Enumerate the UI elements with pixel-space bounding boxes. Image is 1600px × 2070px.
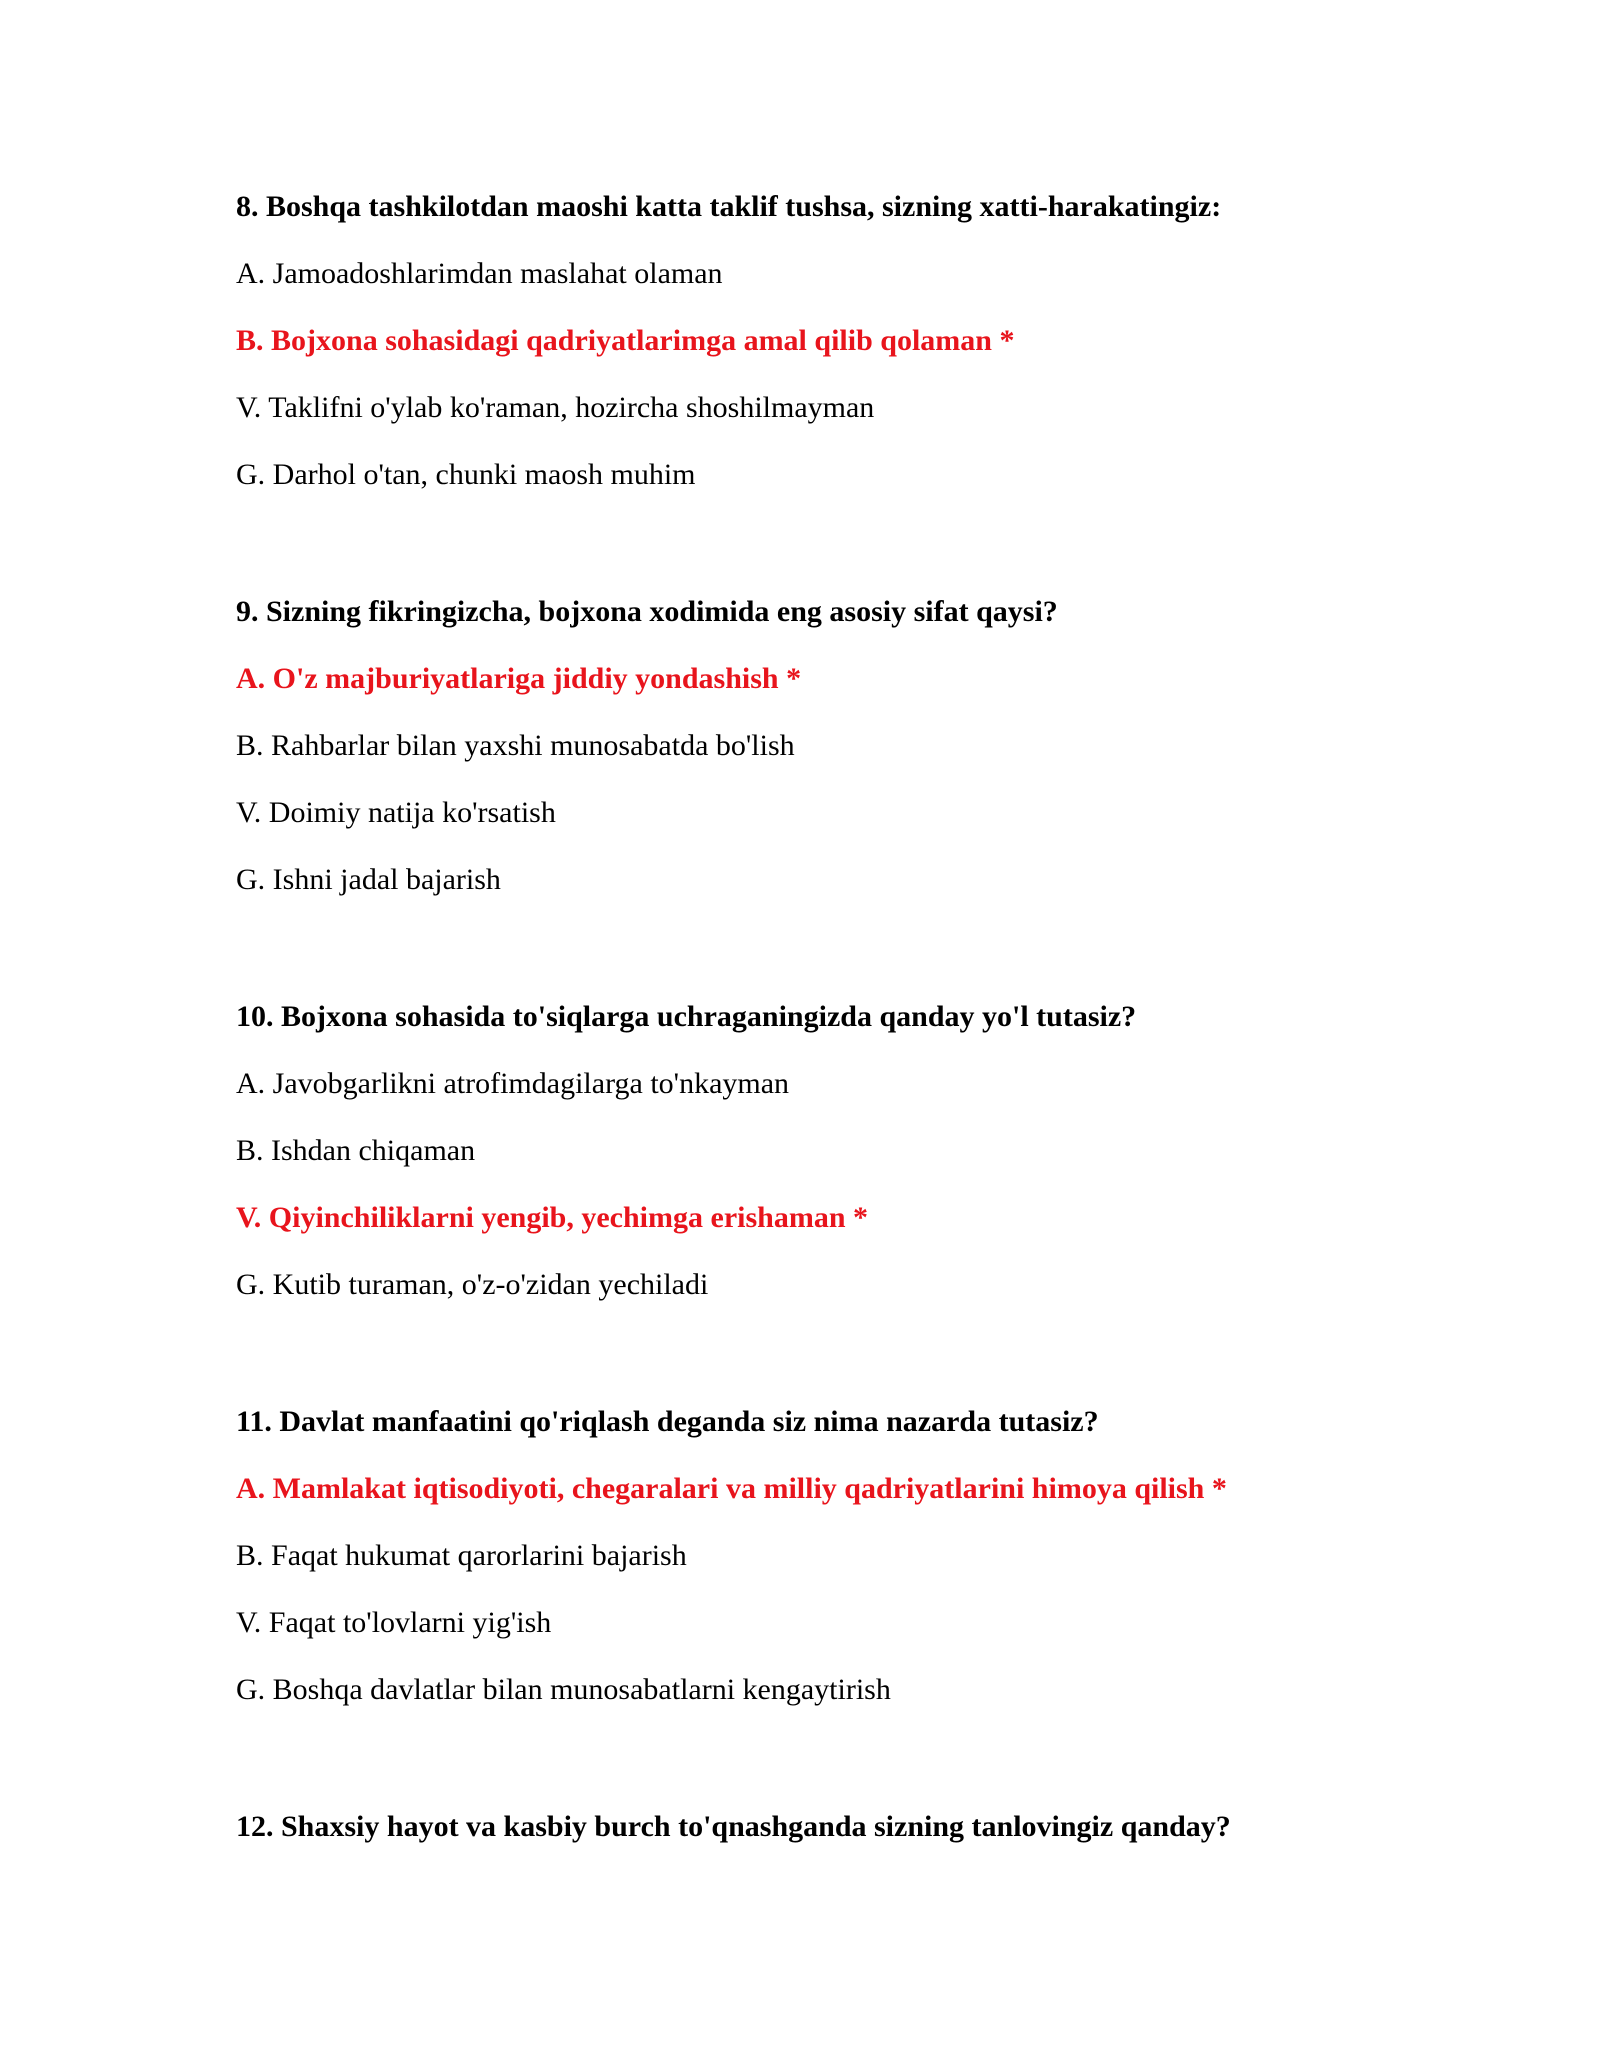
question-text: 11. Davlat manfaatini qo'riqlash deganda siz nima nazarda tutasiz? xyxy=(236,1405,1099,1438)
answer-option: A. Javobgarlikni atrofimdagilarga to'nkayman xyxy=(236,1067,790,1100)
answer-option-correct: V. Qiyinchiliklarni yengib, yechimga erishaman * xyxy=(236,1201,869,1234)
answer-option: B. Ishdan chiqaman xyxy=(236,1134,476,1167)
answer-option: A. Jamoadoshlarimdan maslahat olaman xyxy=(236,257,723,290)
answer-option: V. Doimiy natija ko'rsatish xyxy=(236,796,556,829)
answer-option: V. Faqat to'lovlarni yig'ish xyxy=(236,1606,552,1639)
answer-option: B. Rahbarlar bilan yaxshi munosabatda bo'lish xyxy=(236,729,795,762)
answer-option: B. Faqat hukumat qarorlarini bajarish xyxy=(236,1539,687,1572)
question-text: 9. Sizning fikringizcha, bojxona xodimida eng asosiy sifat qaysi? xyxy=(236,595,1058,628)
question-text: 12. Shaxsiy hayot va kasbiy burch to'qnashganda sizning tanlovingiz qanday? xyxy=(236,1810,1231,1843)
answer-option: G. Ishni jadal bajarish xyxy=(236,863,501,896)
answer-option: G. Kutib turaman, o'z-o'zidan yechiladi xyxy=(236,1268,709,1301)
answer-option: G. Boshqa davlatlar bilan munosabatlarni kengaytirish xyxy=(236,1673,891,1706)
answer-option-correct: A. O'z majburiyatlariga jiddiy yondashish * xyxy=(236,662,802,695)
question-text: 8. Boshqa tashkilotdan maoshi katta taklif tushsa, sizning xatti-harakatingiz: xyxy=(236,190,1222,223)
answer-option-correct: A. Mamlakat iqtisodiyoti, chegaralari va milliy qadriyatlarini himoya qilish * xyxy=(236,1472,1227,1505)
question-text: 10. Bojxona sohasida to'siqlarga uchraganingizda qanday yo'l tutasiz? xyxy=(236,1000,1137,1033)
answer-option: G. Darhol o'tan, chunki maosh muhim xyxy=(236,458,696,491)
answer-option-correct: B. Bojxona sohasidagi qadriyatlarimga amal qilib qolaman * xyxy=(236,324,1015,357)
answer-option: V. Taklifni o'ylab ko'raman, hozircha shoshilmayman xyxy=(236,391,875,424)
